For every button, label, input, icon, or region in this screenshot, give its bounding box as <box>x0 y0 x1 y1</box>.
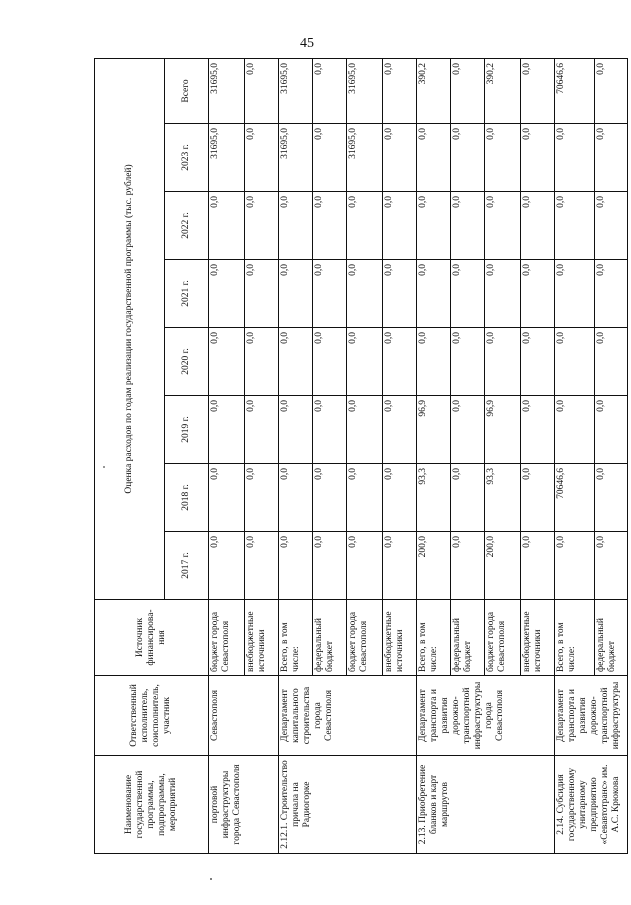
value-cell: 0,0 <box>520 396 554 464</box>
value-cell: 0,0 <box>312 192 346 260</box>
value-cell: 200,0 <box>484 532 520 600</box>
value-cell: 0,0 <box>346 328 382 396</box>
value-cell: 93,3 <box>416 464 450 532</box>
value-cell: 0,0 <box>278 532 312 600</box>
value-cell: 0,0 <box>278 396 312 464</box>
value-cell: 0,0 <box>595 396 628 464</box>
funding-source-cell: внебюджетные источники <box>382 600 416 676</box>
value-cell: 0,0 <box>520 464 554 532</box>
value-cell: 0,0 <box>450 532 484 600</box>
value-cell: 0,0 <box>312 260 346 328</box>
value-cell: 0,0 <box>484 260 520 328</box>
value-cell: 0,0 <box>278 260 312 328</box>
value-cell: 0,0 <box>244 260 278 328</box>
header-executor: Ответственный исполнитель, соисполнитель, участник <box>95 676 209 756</box>
header-year-2019: 2019 г. <box>164 396 208 464</box>
table-row <box>416 58 450 853</box>
value-cell: 0,0 <box>554 532 594 600</box>
value-cell: 0,0 <box>554 328 594 396</box>
funding-source-cell: федеральный бюджет <box>450 600 484 676</box>
funding-source-cell: бюджет города Севастополя <box>208 600 244 676</box>
header-funding-source: Источник финансирова-ния <box>95 600 209 676</box>
value-cell: 0,0 <box>382 124 416 192</box>
value-cell: 0,0 <box>595 328 628 396</box>
value-cell: 96,9 <box>416 396 450 464</box>
funding-source-cell: внебюджетные источники <box>520 600 554 676</box>
header-year-2017: 2017 г. <box>164 532 208 600</box>
value-cell: 0,0 <box>208 396 244 464</box>
scan-speck <box>210 878 212 880</box>
funding-source-cell: внебюджетные источники <box>244 600 278 676</box>
value-cell: 0,0 <box>244 124 278 192</box>
header-year-2020: 2020 г. <box>164 328 208 396</box>
value-cell: 0,0 <box>208 260 244 328</box>
value-cell: 0,0 <box>312 396 346 464</box>
value-cell: 0,0 <box>450 464 484 532</box>
value-cell: 0,0 <box>450 192 484 260</box>
header-rows <box>95 58 209 853</box>
value-cell: 0,0 <box>382 58 416 123</box>
executor-cell: Департамент транспорта и развития дорожно-транспортной инфраструктуры <box>554 676 627 756</box>
value-cell: 0,0 <box>312 532 346 600</box>
budget-table <box>94 58 628 854</box>
value-cell: 0,0 <box>208 192 244 260</box>
header-year-2021: 2021 г. <box>164 260 208 328</box>
funding-source-cell: бюджет города Севастополя <box>484 600 520 676</box>
value-cell: 0,0 <box>382 464 416 532</box>
value-cell: 0,0 <box>208 532 244 600</box>
value-cell: 0,0 <box>382 328 416 396</box>
value-cell: 0,0 <box>520 532 554 600</box>
value-cell: 0,0 <box>244 464 278 532</box>
value-cell: 70646,6 <box>554 58 594 123</box>
value-cell: 0,0 <box>346 192 382 260</box>
value-cell: 0,0 <box>416 260 450 328</box>
value-cell: 200,0 <box>416 532 450 600</box>
value-cell: 0,0 <box>520 192 554 260</box>
header-year-2023: 2023 г. <box>164 124 208 192</box>
value-cell: 0,0 <box>416 124 450 192</box>
value-cell: 0,0 <box>208 328 244 396</box>
funding-source-cell: бюджет города Севастополя <box>346 600 382 676</box>
rotated-table-container <box>94 59 628 854</box>
value-cell: 0,0 <box>484 328 520 396</box>
header-total: Всего <box>164 58 208 123</box>
value-cell: 0,0 <box>244 58 278 123</box>
value-cell: 0,0 <box>244 532 278 600</box>
table-body <box>208 58 627 853</box>
value-cell: 0,0 <box>595 124 628 192</box>
value-cell: 70646,6 <box>554 464 594 532</box>
value-cell: 0,0 <box>520 58 554 123</box>
value-cell: 0,0 <box>416 328 450 396</box>
value-cell: 0,0 <box>278 328 312 396</box>
table-row <box>554 58 594 853</box>
value-cell: 0,0 <box>346 396 382 464</box>
value-cell: 0,0 <box>484 192 520 260</box>
value-cell: 0,0 <box>554 396 594 464</box>
value-cell: 0,0 <box>382 260 416 328</box>
value-cell: 0,0 <box>520 124 554 192</box>
value-cell: 31695,0 <box>278 124 312 192</box>
program-name-cell: 2.13. Приобретение бланков и карт маршрутов <box>416 756 554 854</box>
value-cell: 0,0 <box>520 328 554 396</box>
value-cell: 0,0 <box>450 260 484 328</box>
funding-source-cell: Всего, в том числе: <box>278 600 312 676</box>
value-cell: 0,0 <box>554 192 594 260</box>
value-cell: 0,0 <box>520 260 554 328</box>
table-row <box>208 58 244 853</box>
header-year-2018: 2018 г. <box>164 464 208 532</box>
value-cell: 0,0 <box>346 260 382 328</box>
table-row <box>278 58 312 853</box>
value-cell: 0,0 <box>382 532 416 600</box>
value-cell: 31695,0 <box>208 124 244 192</box>
value-cell: 31695,0 <box>278 58 312 123</box>
value-cell: 31695,0 <box>346 58 382 123</box>
executor-cell: Департамент капитального строительства города Севастополя <box>278 676 416 756</box>
value-cell: 0,0 <box>450 328 484 396</box>
value-cell: 0,0 <box>244 192 278 260</box>
value-cell: 0,0 <box>595 192 628 260</box>
header-program-name: Наименование государственной программы, подпрограммы, мероприятий <box>95 756 209 854</box>
value-cell: 0,0 <box>312 124 346 192</box>
value-cell: 390,2 <box>416 58 450 123</box>
program-name-cell: 2.14. Субсидия государственному унитарному предприятию «Севавтотранс» им. А.С. Крюкова <box>554 756 627 854</box>
value-cell: 0,0 <box>450 58 484 123</box>
value-cell: 31695,0 <box>208 58 244 123</box>
value-cell: 0,0 <box>450 396 484 464</box>
program-name-cell: 2.12.1. Строительство причала на Радиогорке <box>278 756 416 854</box>
value-cell: 93,3 <box>484 464 520 532</box>
value-cell: 0,0 <box>346 532 382 600</box>
funding-source-cell: Всего, в том числе: <box>554 600 594 676</box>
value-cell: 0,0 <box>208 464 244 532</box>
executor-cell: Департамент транспорта и развития дорожно-транспортной инфраструктуры города Севастополя <box>416 676 554 756</box>
value-cell: 0,0 <box>312 58 346 123</box>
value-cell: 0,0 <box>312 328 346 396</box>
value-cell: 390,2 <box>484 58 520 123</box>
value-cell: 0,0 <box>382 396 416 464</box>
funding-source-cell: федеральный бюджет <box>312 600 346 676</box>
program-name-cell: портовой инфраструктуры города Севастополя <box>208 756 278 854</box>
value-cell: 0,0 <box>484 124 520 192</box>
value-cell: 0,0 <box>244 328 278 396</box>
header-cost-estimate: Оценка расходов по годам реализации государственной программы (тыс. рублей) <box>95 58 165 599</box>
page-number: 45 <box>300 36 314 51</box>
value-cell: 0,0 <box>382 192 416 260</box>
header-year-2022: 2022 г. <box>164 192 208 260</box>
value-cell: 0,0 <box>554 260 594 328</box>
value-cell: 0,0 <box>278 464 312 532</box>
value-cell: 0,0 <box>278 192 312 260</box>
funding-source-cell: федеральный бюджет <box>595 600 628 676</box>
value-cell: 0,0 <box>595 260 628 328</box>
executor-cell: Севастополя <box>208 676 278 756</box>
value-cell: 0,0 <box>312 464 346 532</box>
funding-source-cell: Всего, в том числе: <box>416 600 450 676</box>
value-cell: 0,0 <box>595 464 628 532</box>
value-cell: 0,0 <box>595 58 628 123</box>
value-cell: 0,0 <box>595 532 628 600</box>
value-cell: 0,0 <box>450 124 484 192</box>
value-cell: 0,0 <box>416 192 450 260</box>
value-cell: 0,0 <box>346 464 382 532</box>
value-cell: 96,9 <box>484 396 520 464</box>
value-cell: 0,0 <box>554 124 594 192</box>
value-cell: 0,0 <box>244 396 278 464</box>
value-cell: 31695,0 <box>346 124 382 192</box>
